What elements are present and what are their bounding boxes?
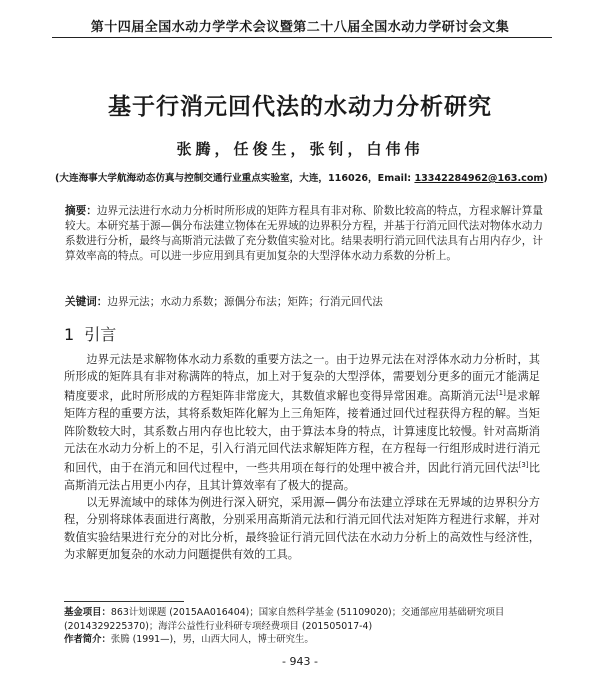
footnotes (64, 606, 544, 647)
fund-line-1 (64, 606, 544, 620)
citation-ref[interactable]: [1] (495, 389, 506, 398)
abstract-label: 摘要： (65, 205, 97, 217)
author-note-text: 张腾 (1991—)，男，山西大同人，博士研究生。 (110, 634, 314, 645)
author-note-label: 作者简介： (64, 634, 111, 645)
footnote-rule (64, 601, 184, 602)
paragraph-text: 是求解矩阵方程的重要方法，其将系数矩阵化解为上三角矩阵，接着通过回代过程获得方程的解。当矩阵阶数较大时，其系数占用内存也比较大，由于算法本身的特点，计算速度比较慢。针对高斯消元法在水动力分析上的不足，引入行消元回代法求解矩阵方程，在方程每一行组形成时进行消元和回代，由于在消元和回代过程中，一些共用项在每行的处理中被合并，因此行消元回代法 (64, 390, 540, 475)
header-rule (52, 37, 552, 38)
paragraph-text: 边界元法是求解物体水动力系数的重要方法之一。由于边界元法在对浮体水动力分析时，其所形成的矩阵具有非对称满阵的特点，加上对于复杂的大型浮体，需要划分更多的面元才能满足精度要求，此时所形成的方程矩阵非常庞大，其数值求解也变得异常困难。高斯消元法 (64, 353, 540, 404)
affiliation (55, 170, 555, 184)
page-number: - 943 - (282, 655, 318, 668)
section-number: 1 (64, 325, 75, 344)
keywords-label: 关键词： (65, 296, 108, 308)
paragraph: 以无界流域中的球体为例进行深入研究，采用源—偶分布法建立浮球在无界域的边界积分方程，分别将球体表面进行离散，分别采用高斯消元法和行消元回代法对矩阵方程进行求解，并对数值实验结果进行充分的对比分析，最终验证行消元回代法在水动力分析上的高效性与经济性，为求解更加复杂的水动力问题提供有效的工具。 (64, 496, 540, 561)
body-text (64, 351, 540, 563)
affiliation-close: ) (543, 173, 548, 184)
citation-ref[interactable]: [3] (518, 460, 529, 469)
paragraph (64, 351, 540, 494)
author-list: 张腾，任俊生，张钊，白伟伟 (176, 140, 424, 158)
paper-title: 基于行消元回代法的水动力分析研究 (108, 94, 492, 120)
fund-text-1: 863计划课题 (2015AA016404)；国家自然科学基金 (51109020)；交通部应用基础研究项目 (110, 607, 505, 618)
paragraph-text: 比高斯消元法占用更小内存，且其计算效率有了极大的提高。 (64, 461, 540, 492)
author-note (64, 633, 544, 647)
email-link[interactable]: 13342284962@163.com (414, 173, 544, 184)
section-heading (64, 322, 116, 345)
abstract (65, 204, 543, 264)
keywords-text: 边界元法；水动力系数；源偶分布法；矩阵；行消元回代法 (107, 296, 383, 308)
abstract-text: 边界元法进行水动力分析时所形成的矩阵方程具有非对称、阶数比较高的特点，方程求解计算量较大。本研究基于源—偶分布法建立物体在无界域的边界积分方程，并基于行消元回代法对物体水动力系数进行分析，最终与高斯消元法做了充分数值实验对比。结果表明行消元回代法具有占用内存少，计算效率高的特点。可以进一步应用到具有更加复杂的大型浮体水动力系数的分析上。 (65, 205, 544, 262)
fund-label: 基金项目： (64, 607, 111, 618)
keywords (65, 295, 543, 310)
running-head: 第十四届全国水动力学学术会议暨第二十八届全国水动力学研讨会文集 (90, 20, 510, 35)
affiliation-text: (大连海事大学航海动态仿真与控制交通行业重点实验室，大连，116026，Email: (55, 173, 415, 184)
fund-line-2: (2014329225370)；海洋公益性行业科研专项经费项目 (201505017-4) (64, 620, 373, 632)
section-title: 引言 (84, 325, 117, 344)
